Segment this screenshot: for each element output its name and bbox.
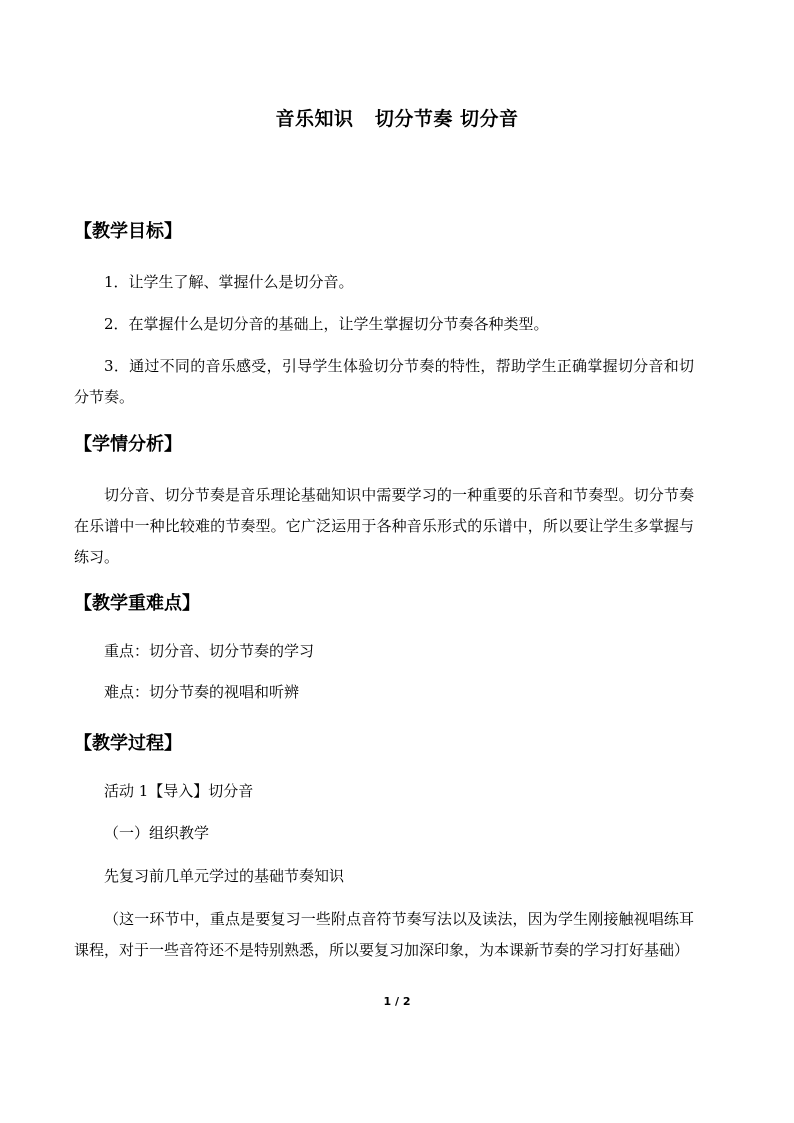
step-organize-teaching: （一）组织教学 [104, 824, 210, 842]
section-heading-objectives: 【教学目标】 [74, 221, 182, 242]
section-heading-analysis: 【学情分析】 [74, 434, 182, 455]
key-point-text: 重点：切分音、切分节奏的学习 [104, 642, 315, 660]
section-heading-process: 【教学过程】 [74, 733, 182, 754]
objective-item-2: 2．在掌握什么是切分音的基础上，让学生掌握切分节奏各种类型。 [104, 315, 549, 333]
review-text: 先复习前几单元学过的基础节奏知识 [104, 867, 345, 885]
difficulty-point-text: 难点：切分节奏的视唱和听辨 [104, 683, 300, 701]
review-note: （这一环节中，重点是要复习一些附点音符节奏写法以及读法，因为学生刚接触视唱练耳课程，对于一些音符还不是特别熟悉，所以要复习加深印象，为本课新节奏的学习打好基础） [74, 910, 694, 959]
objective-item-3: 3．通过不同的音乐感受，引导学生体验切分节奏的特性，帮助学生正确掌握切分音和切分节奏。 [74, 357, 694, 406]
objective-item-1: 1．让学生了解、掌握什么是切分音。 [104, 273, 354, 291]
activity-title: 活动 1【导入】切分音 [104, 782, 254, 800]
section-heading-key-points: 【教学重难点】 [74, 593, 200, 614]
document-title: 音乐知识 切分节奏 切分音 [275, 108, 519, 130]
page-number: 1 / 2 [383, 995, 411, 1008]
analysis-paragraph: 切分音、切分节奏是音乐理论基础知识中需要学习的一种重要的乐音和节奏型。切分节奏在乐谱中一种比较难的节奏型。它广泛运用于各种音乐形式的乐谱中，所以要让学生多掌握与练习。 [74, 486, 694, 566]
